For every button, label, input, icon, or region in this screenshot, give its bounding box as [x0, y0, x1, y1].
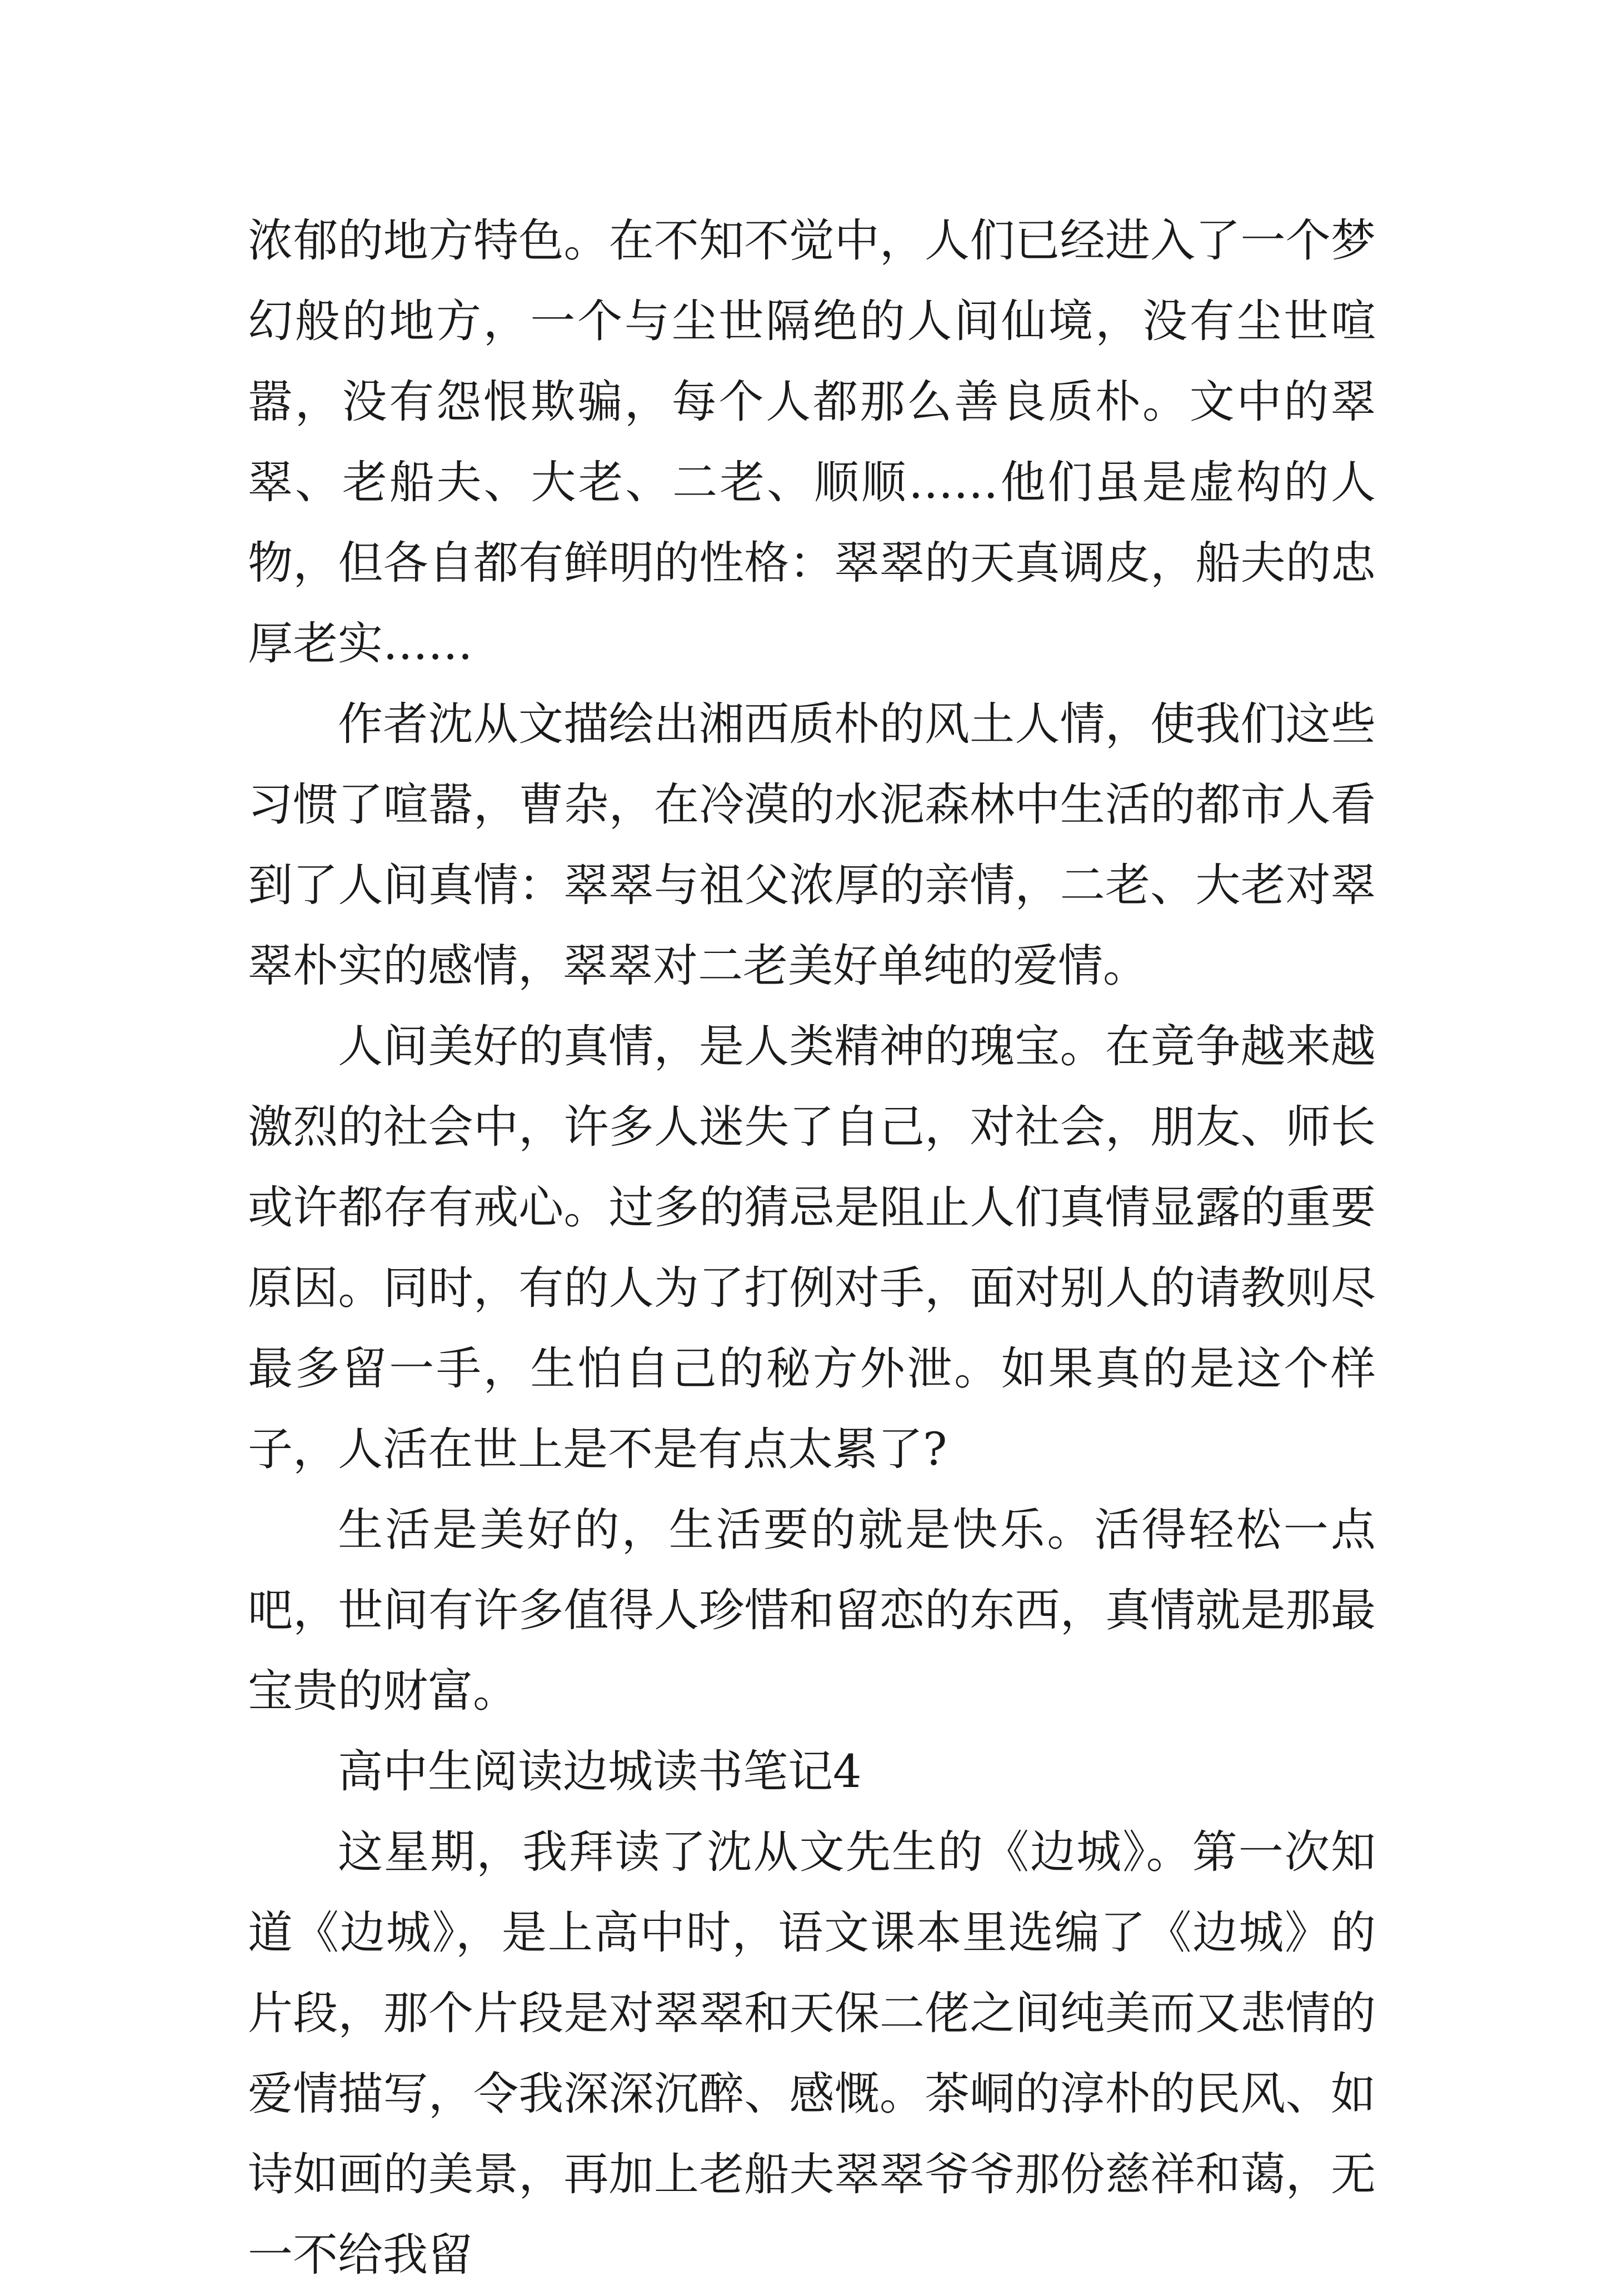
paragraph: 人间美好的真情，是人类精神的瑰宝。在竟争越来越激烈的社会中，许多人迷失了自己，对社会，朋友、师长或许都存有戒心。过多的猜忌是阻止人们真情显露的重要原因。同时，有的人为了打例对手，面对别人的请教则尽最多留一手，生怕自己的秘方外泄。如果真的是这个样子，人活在世上是不是有点太累了?: [248, 1021, 1376, 1476]
section-heading: 高中生阅读边城读书笔记4: [338, 1746, 862, 1798]
paragraph-continuation: 浓郁的地方特色。在不知不觉中，人们已经进入了一个梦幻般的地方，一个与尘世隔绝的人间仙境，没有尘世喧嚣，没有怨恨欺骗，每个人都那么善良质朴。文中的翠翠、老船夫、大老、二老、顺顺……他们虽是虚构的人物，但各自都有鲜明的性格：翠翠的天真调皮，船夫的忠厚老实……: [248, 215, 1376, 670]
paragraph: 生活是美好的，生活要的就是快乐。活得轻松一点吧，世间有许多值得人珍惜和留恋的东西，真情就是那最宝贵的财富。: [248, 1504, 1376, 1718]
paragraph: 作者沈从文描绘出湘西质朴的风土人情，使我们这些习惯了喧嚣，曹杂，在冷漠的水泥森林中生活的都市人看到了人间真情：翠翠与祖父浓厚的亲情，二老、大老对翠翠朴实的感情，翠翠对二老美好单纯的爱情。: [248, 698, 1376, 992]
document-body: [248, 201, 1376, 2296]
paragraph: 这星期，我拜读了沈从文先生的《边城》。第一次知道《边城》，是上高中时，语文课本里选编了《边城》的片段，那个片段是对翠翠和天保二佬之间纯美而又悲情的爱情描写，令我深深沉醉、感慨。茶峒的淳朴的民风、如诗如画的美景，再加上老船夫翠翠爷爷那份慈祥和蔼，无一不给我留: [248, 1826, 1376, 2282]
